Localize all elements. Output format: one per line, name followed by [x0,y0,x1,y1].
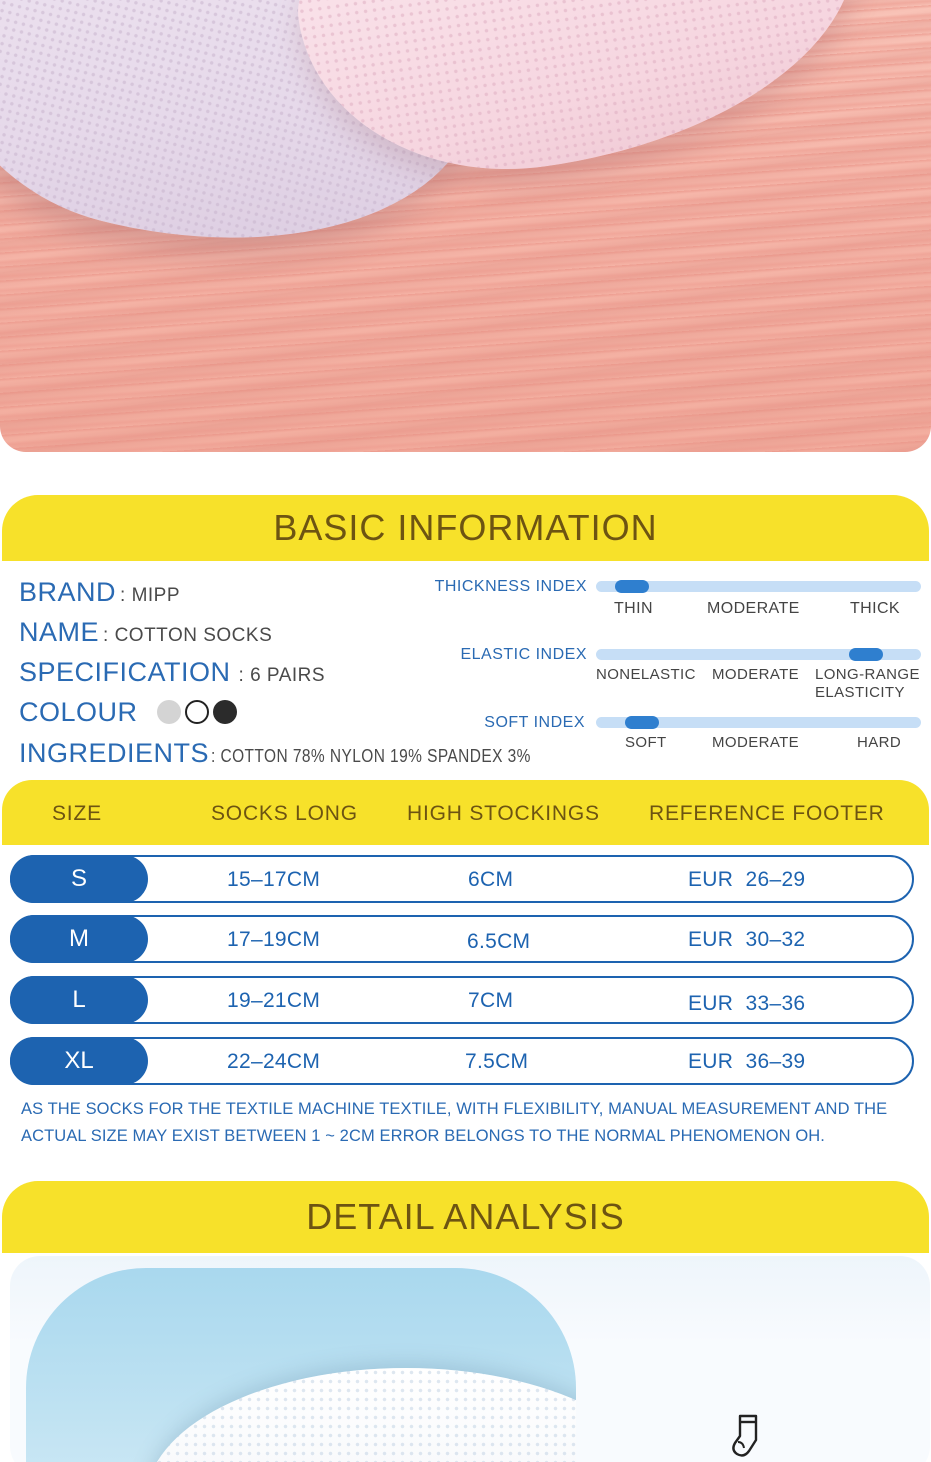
socks-long-cell: 15–17CM [227,868,321,891]
brand-value: : MIPP [120,585,181,606]
elastic-scale-nonelastic: NONELASTIC [596,666,696,683]
colour-swatches [157,700,237,724]
specification-label: SPECIFICATION [19,657,231,687]
size-badge: S [10,855,148,903]
thickness-scale-thin: THIN [614,600,653,617]
socks-long-cell: 22–24CM [227,1050,321,1073]
high-stockings-cell: 7.5CM [465,1050,529,1073]
thickness-index-track [596,581,921,592]
hero-photo [0,0,931,452]
sock-icon [731,1413,765,1459]
specification-value: : 6 PAIRS [238,665,326,686]
reference-footer-cell: EUR 36–39 [688,1050,806,1073]
colour-label: COLOUR [19,697,138,727]
thickness-scale-thick: THICK [850,600,900,617]
ingredients-value: : COTTON 78% NYLON 19% SPANDEX 3% [211,746,531,766]
elastic-index-marker [849,648,883,661]
soft-index-track [596,717,921,728]
thickness-scale-moderate: MODERATE [707,600,800,617]
name-row [19,617,272,648]
soft-scale-soft: SOFT [625,734,667,751]
white-swatch [185,700,209,724]
elastic-scale-moderate: MODERATE [712,666,800,683]
table-row [10,976,914,1024]
socks-long-column-header: SOCKS LONG [211,802,358,825]
ingredients-row [19,738,583,769]
high-stockings-cell: 6CM [468,868,514,891]
colour-row [19,697,138,728]
detail-analysis-title: DETAIL ANALYSIS [306,1196,625,1237]
size-badge: M [10,915,148,963]
socks-long-cell: 17–19CM [227,928,321,951]
reference-footer-cell: EUR 30–32 [688,928,806,951]
basic-information-title: BASIC INFORMATION [273,507,658,548]
table-row [10,915,914,963]
reference-footer-cell: EUR 26–29 [688,868,806,891]
elastic-index-title: ELASTIC INDEX [460,646,587,663]
reference-footer-cell: EUR 33–36 [688,992,806,1015]
white-sock-photo [146,1368,576,1462]
thickness-index-title: THICKNESS INDEX [434,578,587,595]
specification-row [19,657,325,688]
table-row [10,855,914,903]
detail-analysis-header [2,1181,929,1253]
high-stockings-cell: 6.5CM [467,930,531,953]
socks-long-cell: 19–21CM [227,989,321,1012]
size-badge: XL [10,1037,148,1085]
ingredients-label: INGREDIENTS [19,738,210,768]
name-label: NAME [19,617,100,647]
elastic-index-track [596,649,921,660]
size-column-header: SIZE [52,802,102,825]
soft-index-title: SOFT INDEX [484,714,585,731]
soft-scale-moderate: MODERATE [712,734,800,751]
measurement-note: AS THE SOCKS FOR THE TEXTILE MACHINE TEXTILE, WITH FLEXIBILITY, MANUAL MEASUREMENT AND THE ACTUAL SIZE MAY EXIST BETWEEN 1 ~ 2CM ERROR BELONGS TO THE NORMAL PHENOMENON OH. [21,1100,888,1145]
brand-label: BRAND [19,577,117,607]
reference-footer-column-header: REFERENCE FOOTER [649,802,885,825]
name-value: : COTTON SOCKS [103,625,273,646]
high-stockings-column-header: HIGH STOCKINGS [407,802,600,825]
detail-photo [26,1268,576,1462]
table-row [10,1037,914,1085]
black-swatch [213,700,237,724]
soft-scale-hard: HARD [857,734,902,751]
elastic-scale-long-range: LONG-RANGE ELASTICITY [815,666,920,701]
light-grey-swatch [157,700,181,724]
basic-information-header [2,495,929,561]
brand-row [19,577,180,608]
thickness-index-marker [615,580,649,593]
size-badge: L [10,976,148,1024]
high-stockings-cell: 7CM [468,989,514,1012]
soft-index-marker [625,716,659,729]
